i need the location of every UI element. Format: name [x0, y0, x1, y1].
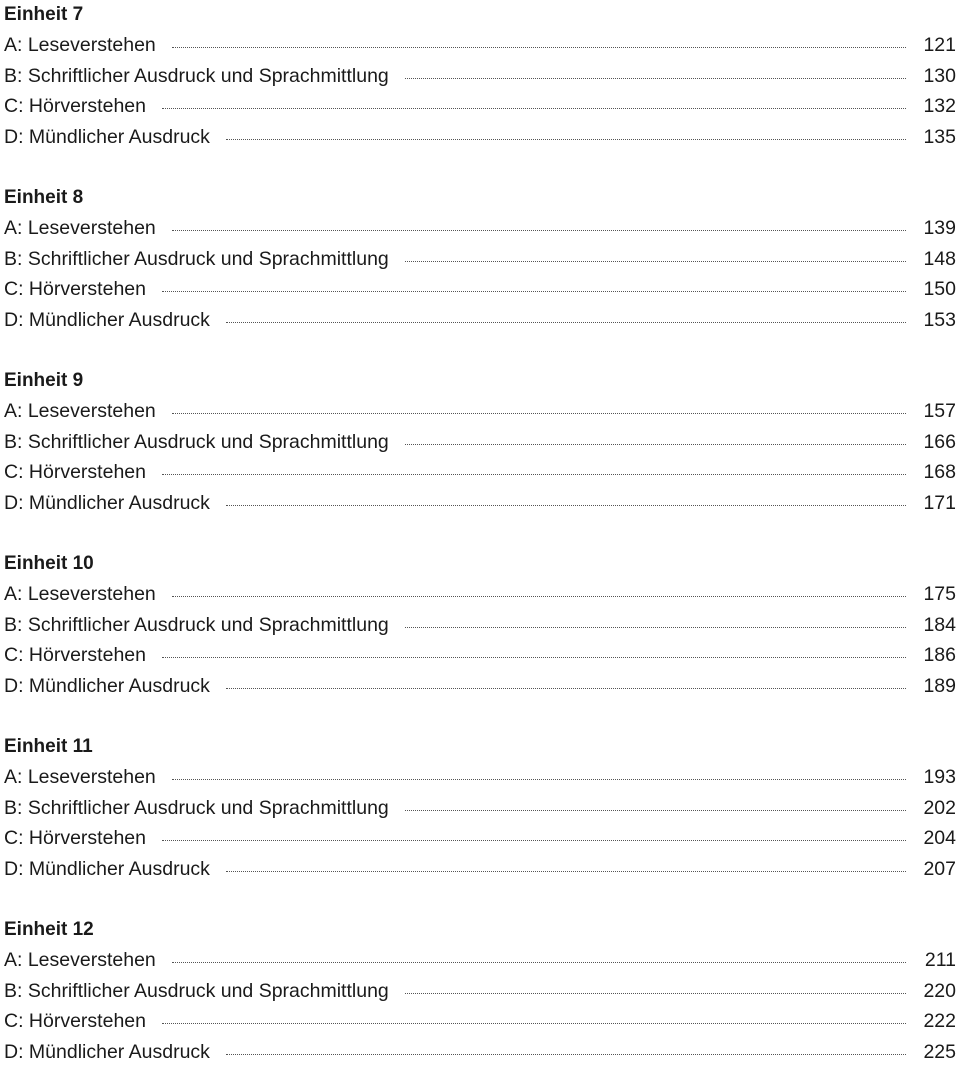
dot-leader — [405, 261, 906, 262]
toc-entry-label: D: Mündlicher Ausdruck — [4, 305, 226, 336]
toc-entry[interactable] — [4, 488, 956, 519]
toc-entry[interactable] — [4, 640, 956, 671]
toc-entry[interactable] — [4, 305, 956, 336]
toc-entry[interactable] — [4, 823, 956, 854]
toc-entry-page-number: 184 — [920, 610, 956, 641]
unit-section — [4, 732, 956, 884]
toc-entry[interactable] — [4, 579, 956, 610]
toc-entry-page-number: 204 — [920, 823, 956, 854]
unit-section — [4, 183, 956, 335]
dot-leader — [405, 627, 906, 628]
toc-entry-page-number: 202 — [920, 793, 956, 824]
toc-entry-label: B: Schriftlicher Ausdruck und Sprachmittlung — [4, 976, 405, 1007]
dot-leader — [162, 291, 906, 292]
toc-entry-page-number: 189 — [920, 671, 956, 702]
dot-leader — [162, 657, 906, 658]
dot-leader — [172, 230, 906, 231]
toc-entry-label: D: Mündlicher Ausdruck — [4, 122, 226, 153]
dot-leader — [405, 993, 906, 994]
unit-title: Einheit 7 — [4, 0, 956, 30]
toc-entry[interactable] — [4, 457, 956, 488]
toc-entry[interactable] — [4, 274, 956, 305]
dot-leader — [172, 47, 906, 48]
toc-entry[interactable] — [4, 671, 956, 702]
dot-leader — [172, 596, 906, 597]
dot-leader — [226, 322, 906, 323]
toc-entry-page-number: 166 — [920, 427, 956, 458]
toc-entry[interactable] — [4, 1037, 956, 1067]
toc-entry-label: C: Hörverstehen — [4, 640, 162, 671]
toc-entry-label: D: Mündlicher Ausdruck — [4, 671, 226, 702]
toc-entry-label: B: Schriftlicher Ausdruck und Sprachmittlung — [4, 793, 405, 824]
dot-leader — [172, 413, 906, 414]
toc-entry[interactable] — [4, 793, 956, 824]
unit-spacer — [4, 335, 956, 366]
toc-entry-label: A: Leseverstehen — [4, 579, 172, 610]
unit-title: Einheit 12 — [4, 915, 956, 945]
toc-entry-label: C: Hörverstehen — [4, 1006, 162, 1037]
toc-entry-label: C: Hörverstehen — [4, 274, 162, 305]
dot-leader — [226, 871, 906, 872]
dot-leader — [162, 840, 906, 841]
toc-entry-label: D: Mündlicher Ausdruck — [4, 488, 226, 519]
toc-entry-page-number: 168 — [920, 457, 956, 488]
dot-leader — [226, 1054, 906, 1055]
toc-entry[interactable] — [4, 854, 956, 885]
dot-leader — [162, 474, 906, 475]
toc-entry-page-number: 139 — [920, 213, 956, 244]
toc-entry-page-number: 130 — [920, 61, 956, 92]
toc-entry-label: C: Hörverstehen — [4, 457, 162, 488]
unit-section — [4, 366, 956, 518]
dot-leader — [162, 108, 906, 109]
dot-leader — [226, 688, 906, 689]
toc-entry-label: C: Hörverstehen — [4, 91, 162, 122]
toc-entry-label: B: Schriftlicher Ausdruck und Sprachmittlung — [4, 427, 405, 458]
dot-leader — [226, 505, 906, 506]
dot-leader — [405, 810, 906, 811]
toc-entry-page-number: 121 — [920, 30, 956, 61]
unit-spacer — [4, 152, 956, 183]
unit-spacer — [4, 884, 956, 915]
unit-title: Einheit 10 — [4, 549, 956, 579]
toc-entry[interactable] — [4, 976, 956, 1007]
toc-entry[interactable] — [4, 762, 956, 793]
toc-entry-page-number: 220 — [920, 976, 956, 1007]
toc-entry-label: A: Leseverstehen — [4, 213, 172, 244]
toc-entry[interactable] — [4, 244, 956, 275]
dot-leader — [405, 78, 906, 79]
toc-entry[interactable] — [4, 61, 956, 92]
toc-entry[interactable] — [4, 30, 956, 61]
unit-spacer — [4, 701, 956, 732]
toc-entry-page-number: 171 — [920, 488, 956, 519]
toc-entry-page-number: 135 — [920, 122, 956, 153]
toc-entry-label: B: Schriftlicher Ausdruck und Sprachmittlung — [4, 244, 405, 275]
toc-entry-page-number: 222 — [920, 1006, 956, 1037]
unit-title: Einheit 8 — [4, 183, 956, 213]
toc-entry-page-number: 193 — [920, 762, 956, 793]
toc-entry[interactable] — [4, 91, 956, 122]
dot-leader — [172, 962, 906, 963]
toc-entry-page-number: 225 — [920, 1037, 956, 1067]
dot-leader — [405, 444, 906, 445]
toc-entry-label: D: Mündlicher Ausdruck — [4, 1037, 226, 1067]
toc-entry-label: D: Mündlicher Ausdruck — [4, 854, 226, 885]
toc-entry[interactable] — [4, 1006, 956, 1037]
toc-entry[interactable] — [4, 122, 956, 153]
unit-section — [4, 915, 956, 1067]
toc-entry[interactable] — [4, 213, 956, 244]
toc-entry-page-number: 150 — [920, 274, 956, 305]
toc-entry[interactable] — [4, 427, 956, 458]
toc-entry-page-number: 148 — [920, 244, 956, 275]
unit-spacer — [4, 518, 956, 549]
toc-entry[interactable] — [4, 945, 956, 976]
toc-entry-label: A: Leseverstehen — [4, 396, 172, 427]
toc-entry-page-number: 175 — [920, 579, 956, 610]
unit-section — [4, 549, 956, 701]
toc-entry-page-number: 211 — [920, 945, 956, 976]
toc-entry-page-number: 157 — [920, 396, 956, 427]
dot-leader — [226, 139, 906, 140]
toc-entry-page-number: 207 — [920, 854, 956, 885]
unit-section — [4, 0, 956, 152]
toc-entry-label: A: Leseverstehen — [4, 762, 172, 793]
toc-entry-label: A: Leseverstehen — [4, 945, 172, 976]
toc-entry-label: A: Leseverstehen — [4, 30, 172, 61]
toc-entry[interactable] — [4, 396, 956, 427]
dot-leader — [162, 1023, 906, 1024]
toc-entry-page-number: 132 — [920, 91, 956, 122]
toc-entry-page-number: 153 — [920, 305, 956, 336]
unit-title: Einheit 11 — [4, 732, 956, 762]
unit-title: Einheit 9 — [4, 366, 956, 396]
toc-entry-page-number: 186 — [920, 640, 956, 671]
dot-leader — [172, 779, 906, 780]
toc-entry-label: B: Schriftlicher Ausdruck und Sprachmittlung — [4, 610, 405, 641]
toc-entry[interactable] — [4, 610, 956, 641]
toc-entry-label: C: Hörverstehen — [4, 823, 162, 854]
toc-entry-label: B: Schriftlicher Ausdruck und Sprachmittlung — [4, 61, 405, 92]
table-of-contents — [4, 0, 956, 1067]
